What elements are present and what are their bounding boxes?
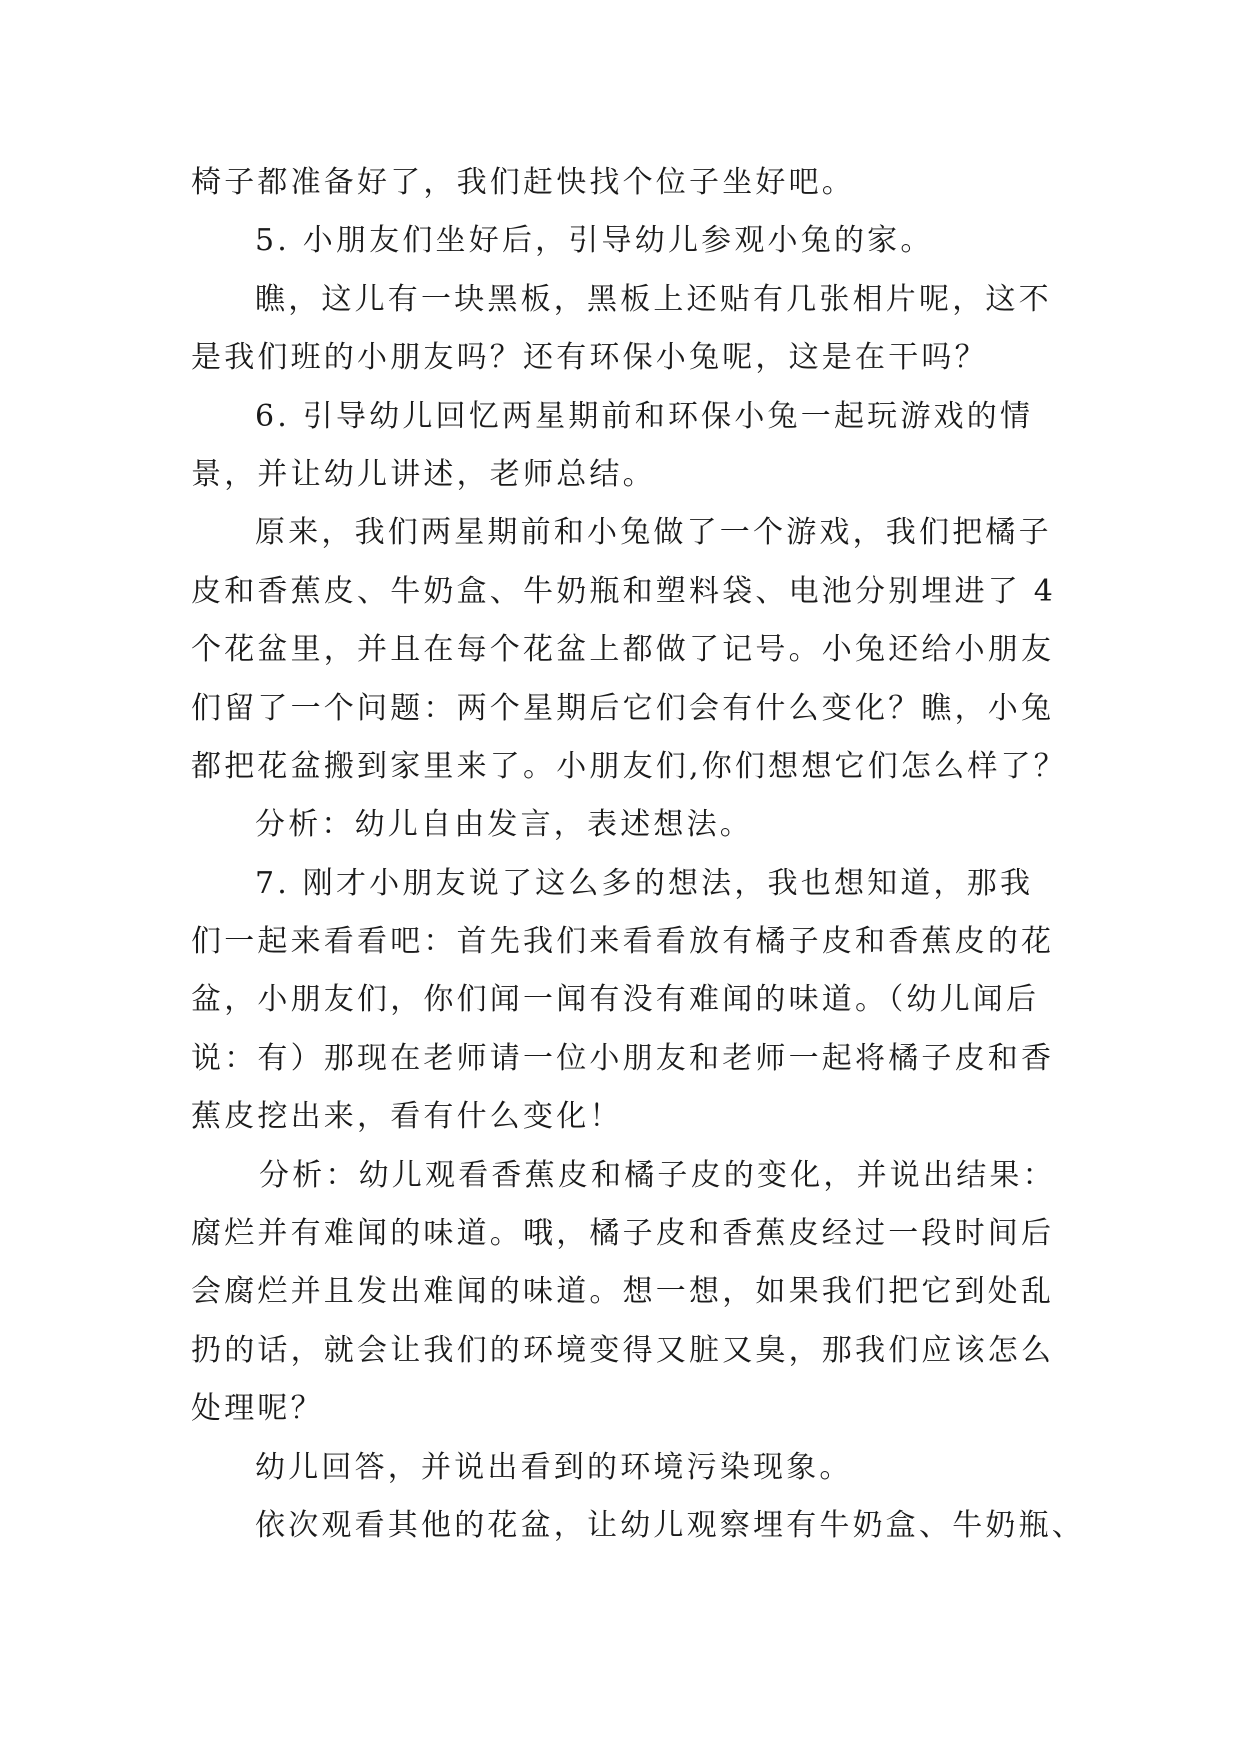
text-line: 个花盆里，并且在每个花盆上都做了记号。小兔还给小朋友 <box>191 632 1055 668</box>
text-line: 处理呢？ <box>191 1391 324 1427</box>
text-line: 7. 刚才小朋友说了这么多的想法，我也想知道，那我 <box>255 865 1034 901</box>
text-line: 说：有）那现在老师请一位小朋友和老师一起将橘子皮和香 <box>191 1040 1055 1076</box>
text-line: 蕉皮挖出来，看有什么变化！ <box>191 1099 623 1135</box>
text-line: 6. 引导幼儿回忆两星期前和环保小兔一起玩游戏的情 <box>255 398 1034 434</box>
text-line: 原来，我们两星期前和小兔做了一个游戏，我们把橘子 <box>255 515 1052 551</box>
text-line: 是我们班的小朋友吗？还有环保小兔呢，这是在干吗？ <box>191 340 988 376</box>
text-line: 5. 小朋友们坐好后，引导幼儿参观小兔的家。 <box>255 223 934 259</box>
text-line: 皮和香蕉皮、牛奶盒、牛奶瓶和塑料袋、电池分别埋进了 4 <box>191 573 1057 609</box>
text-line: 们留了一个问题：两个星期后它们会有什么变化？瞧，小兔 <box>191 690 1055 726</box>
document-body <box>191 154 1085 1555</box>
text-line: 分析：幼儿观看香蕉皮和橘子皮的变化，并说出结果： <box>259 1157 1056 1193</box>
text-line: 椅子都准备好了，我们赶快找个位子坐好吧。 <box>191 165 855 200</box>
text-line: 腐烂并有难闻的味道。哦，橘子皮和香蕉皮经过一段时间后 <box>191 1216 1055 1252</box>
text-line: 会腐烂并且发出难闻的味道。想一想，如果我们把它到处乱 <box>191 1274 1055 1310</box>
text-line: 幼儿回答，并说出看到的环境污染现象。 <box>255 1449 853 1485</box>
text-line: 景，并让幼儿讲述，老师总结。 <box>191 456 656 492</box>
text-line: 依次观看其他的花盆，让幼儿观察埋有牛奶盒、牛奶瓶、 <box>255 1507 1085 1543</box>
text-line: 都把花盆搬到家里来了。小朋友们,你们想想它们怎么样了？ <box>191 748 1067 784</box>
text-line: 扔的话，就会让我们的环境变得又脏又臭，那我们应该怎么 <box>191 1332 1055 1368</box>
text-line: 们一起来看看吧：首先我们来看看放有橘子皮和香蕉皮的花 <box>191 924 1055 960</box>
text-line: 瞧，这儿有一块黑板，黑板上还贴有几张相片呢，这不 <box>255 281 1052 317</box>
text-line: 盆，小朋友们，你们闻一闻有没有难闻的味道。（幼儿闻后 <box>191 982 1040 1018</box>
text-line: 分析：幼儿自由发言，表述想法。 <box>255 807 753 843</box>
